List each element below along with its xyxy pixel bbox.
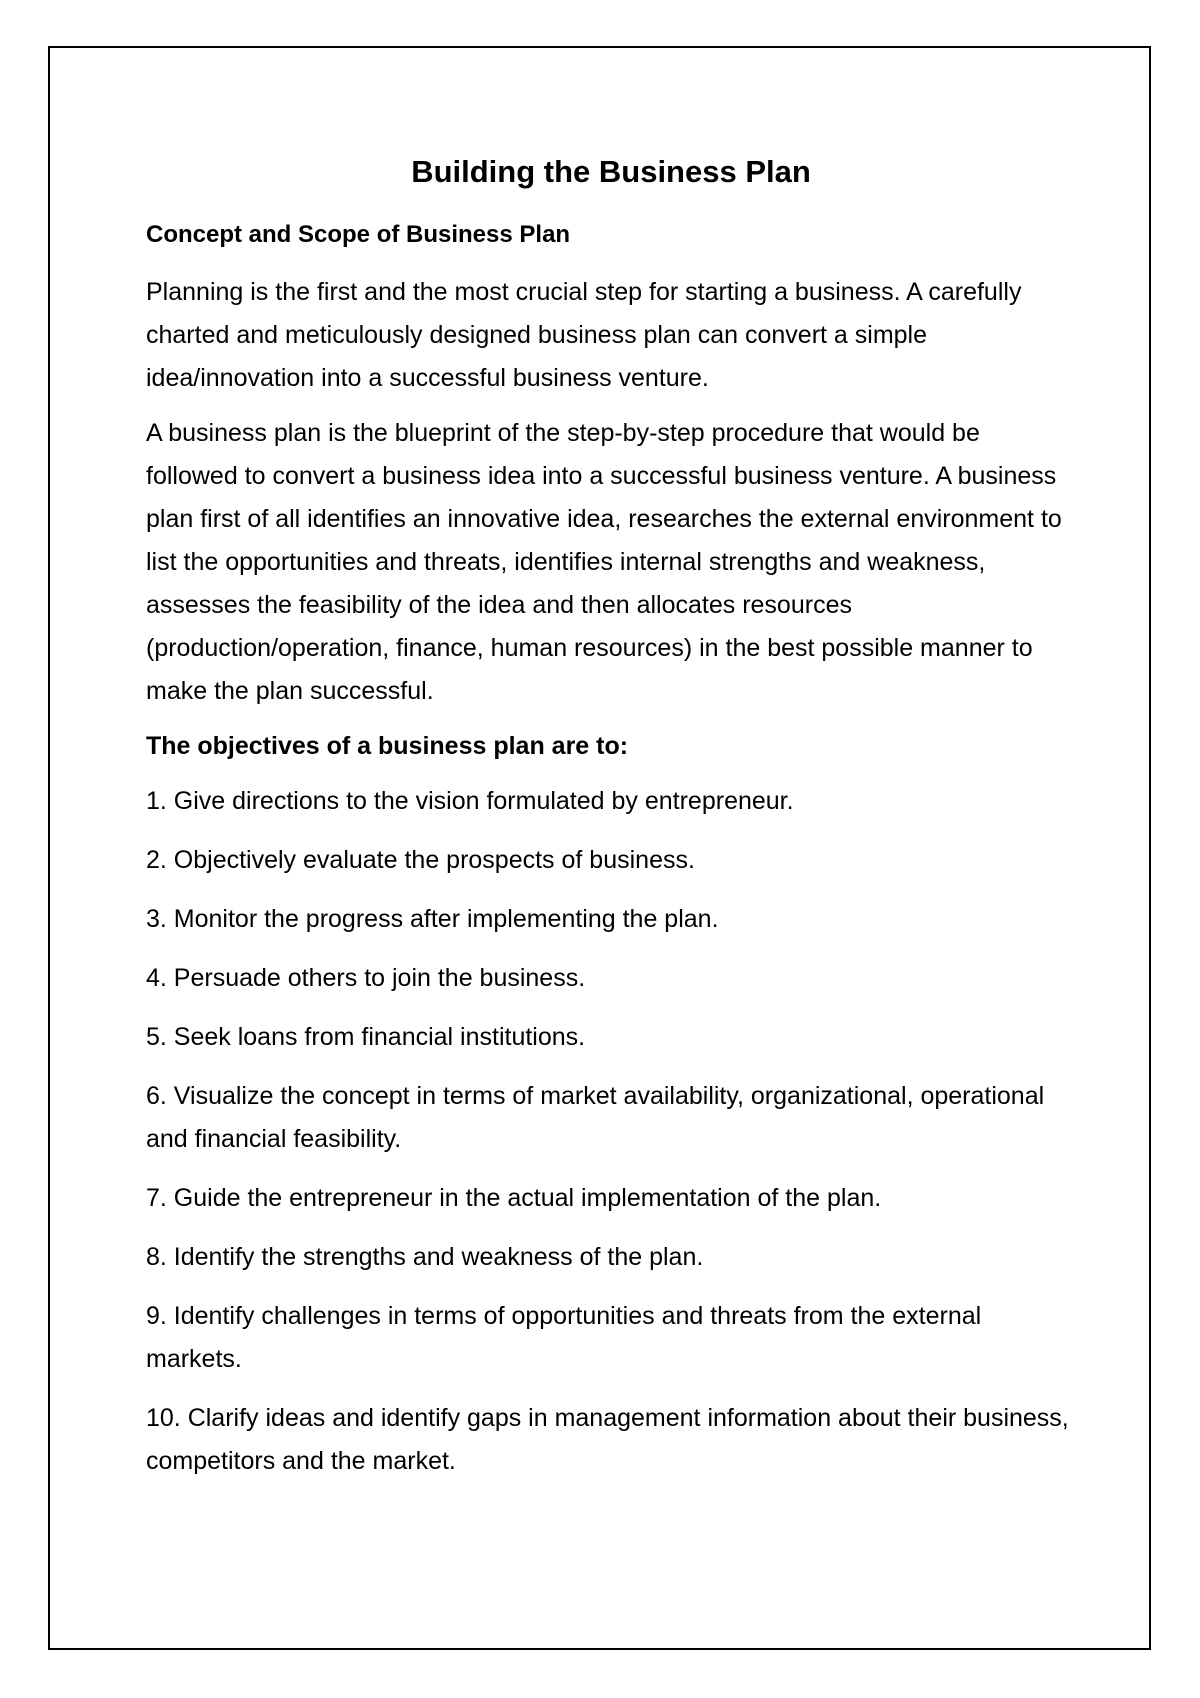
objective-item: 10. Clarify ideas and identify gaps in management information about their business, competitors and the market.	[146, 1404, 1069, 1475]
objectives-heading: The objectives of a business plan are to:	[146, 732, 629, 760]
objective-item: 9. Identify challenges in terms of opportunities and threats from the external markets.	[146, 1302, 982, 1373]
document-title: Building the Business Plan	[411, 154, 811, 189]
objective-item: 2. Objectively evaluate the prospects of business.	[146, 846, 695, 874]
objective-item: 4. Persuade others to join the business.	[146, 964, 586, 992]
objective-item: 1. Give directions to the vision formulated by entrepreneur.	[146, 787, 794, 815]
objective-item: 7. Guide the entrepreneur in the actual implementation of the plan.	[146, 1184, 882, 1212]
paragraph-blueprint: A business plan is the blueprint of the step-by-step procedure that would be followed to convert a business idea into a successful business venture. A business plan first of all identifies an innovative idea, researches the external environment to list the opportunities and threats, identifies internal strengths and weakness, assesses the feasibility of the idea and then allocates resources (production/operation, finance, human resources) in the best possible manner to make the plan successful.	[146, 419, 1062, 705]
section-heading: Concept and Scope of Business Plan	[146, 221, 571, 248]
objectives-list	[146, 780, 1076, 1483]
objective-item: 6. Visualize the concept in terms of market availability, organizational, operational and financial feasibility.	[146, 1082, 1045, 1153]
paragraph-intro: Planning is the first and the most crucial step for starting a business. A carefully charted and meticulously designed business plan can convert a simple idea/innovation into a successful business venture.	[146, 278, 1022, 392]
objective-item: 5. Seek loans from financial institutions.	[146, 1023, 586, 1051]
document-content	[146, 150, 1076, 1499]
objective-item: 3. Monitor the progress after implementing the plan.	[146, 905, 719, 933]
objective-item: 8. Identify the strengths and weakness of the plan.	[146, 1243, 704, 1271]
